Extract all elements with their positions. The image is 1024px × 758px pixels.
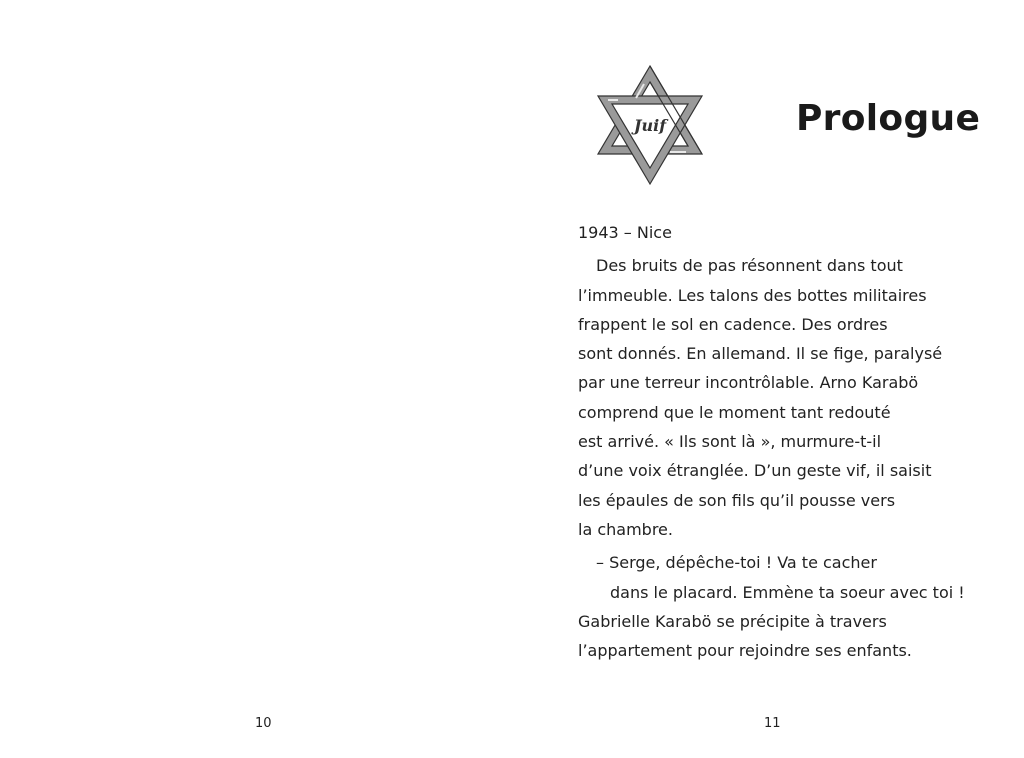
page-title: Prologue	[796, 98, 981, 139]
star-of-david-icon	[592, 62, 708, 188]
dialogue-line: dans le placard. Emmène ta soeur avec toi !	[610, 582, 965, 602]
text-line: sont donnés. En allemand. Il se fige, paralysé	[578, 344, 943, 364]
text-line: par une terreur incontrôlable. Arno Karabö	[578, 373, 919, 393]
text-line: l’immeuble. Les talons des bottes militaires	[578, 285, 927, 305]
page-number-right: 11	[764, 716, 781, 731]
text-line: est arrivé. « Ils sont là », murmure-t-il	[578, 432, 882, 452]
page-number-left: 10	[255, 716, 272, 731]
text-line: les épaules de son fils qu’il pousse vers	[578, 490, 896, 510]
text-line: la chambre.	[578, 519, 673, 539]
date-place: 1943 – Nice	[578, 223, 672, 242]
body-text	[578, 218, 978, 665]
text-line: l’appartement pour rejoindre ses enfants.	[578, 641, 912, 661]
right-page	[512, 0, 1024, 758]
text-line: frappent le sol en cadence. Des ordres	[578, 314, 888, 334]
text-line: comprend que le moment tant redouté	[578, 402, 891, 422]
text-line: Des bruits de pas résonnent dans tout	[596, 256, 903, 276]
text-line: Gabrielle Karabö se précipite à travers	[578, 611, 887, 631]
star-label: Juif	[633, 116, 667, 135]
text-line: d’une voix étranglée. D’un geste vif, il saisit	[578, 461, 932, 481]
dialogue-line: – Serge, dépêche-toi ! Va te cacher	[596, 553, 877, 573]
